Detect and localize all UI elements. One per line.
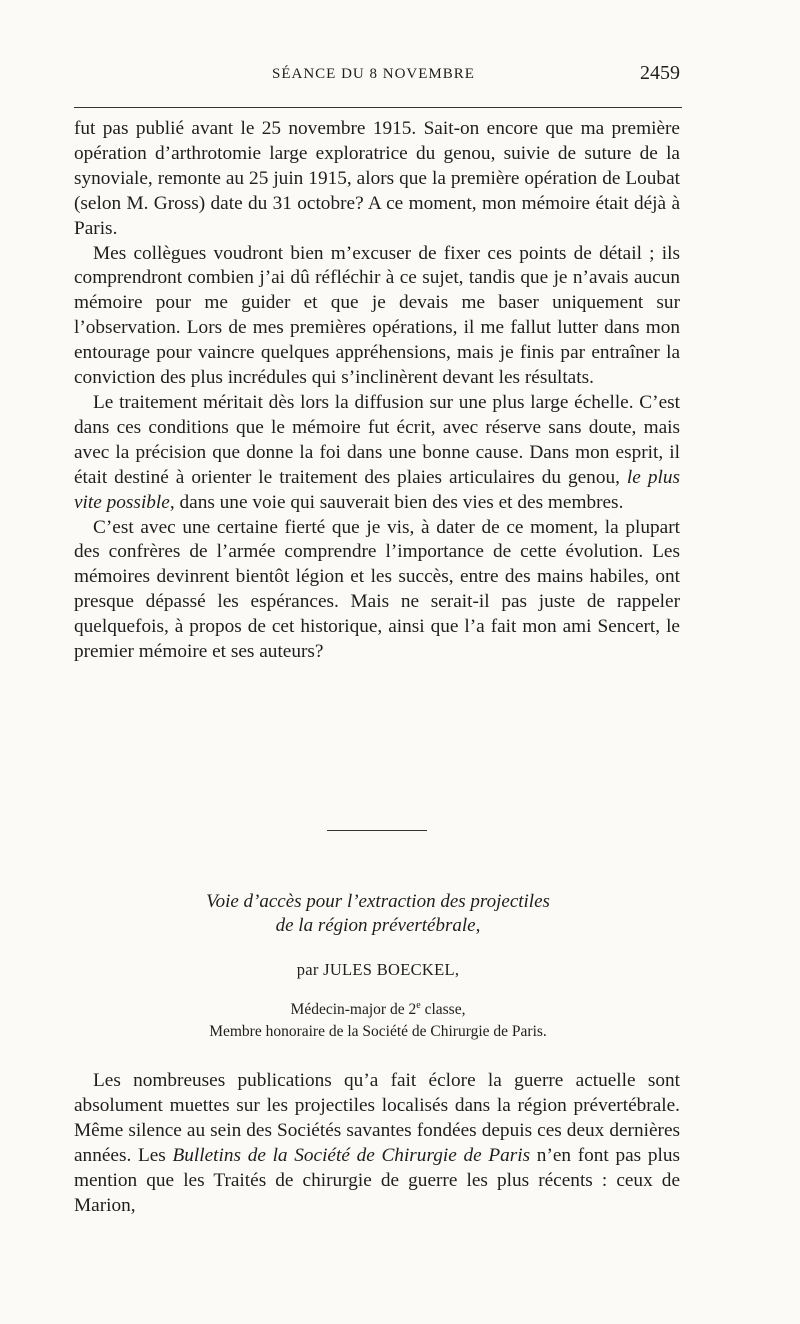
affiliation-line-1 xyxy=(74,995,682,1021)
page-number: 2459 xyxy=(640,62,680,84)
paragraph-1: fut pas publié avant le 25 novembre 1915. Sait-on encore que ma première opération d’arthrotomie large exploratrice du genou, suivie de suture de la synoviale, remonte au 25 juin 1915, alors que la première opération de Loubat (selon M. Gross) date du 31 octobre? A ce moment, mon mémoire était déjà à Paris. xyxy=(74,118,680,239)
paragraph-3 xyxy=(74,391,680,516)
running-head: SÉANCE DU 8 NOVEMBRE xyxy=(272,66,475,82)
article-title-line-2: de la région prévertébrale, xyxy=(275,915,481,936)
affiliation-line-2: Membre honoraire de la Société de Chirurgie de Paris. xyxy=(209,1023,547,1041)
article-paragraph-text-b: n’en font pas plus mention que les Traités de chirurgie de guerre les plus récents : ceux de Marion, xyxy=(74,1144,680,1216)
affiliation-class: classe, xyxy=(420,1001,466,1019)
body-text xyxy=(74,117,680,665)
paragraph-3-italic: le plus vite possible xyxy=(74,466,680,513)
section-separator xyxy=(327,830,427,831)
article-author: par JULES BOECKEL, xyxy=(296,960,460,979)
author-affiliation xyxy=(74,995,682,1043)
affiliation-superscript: e xyxy=(416,1000,421,1011)
paragraph-3-text-b: , dans une voie qui sauverait bien des vies et des membres. xyxy=(169,491,624,513)
paragraph-3-text-a: Le traitement méritait dès lors la diffusion sur une plus large échelle. C’est dans ces conditions que le mémoire fut écrit, avec réserve sans doute, mais avec la précision que donne la foi dans une bonne cause. Dans mon esprit, il était destiné à orienter le traitement des plaies articulaires du genou, xyxy=(74,391,680,488)
paragraph-4: C’est avec une certaine fierté que je vis, à dater de ce moment, la plupart des confrères de l’armée comprendre l’importance de cette évolution. Les mémoires devinrent bientôt légion et les succès, entre des mains habiles, ont presque dépassé les espérances. Mais ne serait-il pas juste de rappeler quelquefois, à propos de cet historique, ainsi que l’a fait mon ami Sencert, le premier mémoire et ses auteurs? xyxy=(74,516,680,663)
article-paragraph-text-a: Les nombreuses publications qu’a fait éclore la guerre actuelle sont absolument muettes sur les projectiles localisés dans la région prévertébrale. Même silence au sein des Sociétés savantes fondées depuis ces deux dernières années. Les xyxy=(74,1070,680,1166)
article-paragraph-italic: Bulletins de la Société de Chirurgie de Paris xyxy=(172,1144,531,1166)
header-rule xyxy=(74,107,682,108)
affiliation-rank: Médecin-major de 2 xyxy=(290,1001,417,1019)
page-header xyxy=(74,62,682,92)
article-title-line-1: Voie d’accès pour l’extraction des projectiles xyxy=(206,891,550,912)
paragraph-2: Mes collègues voudront bien m’excuser de fixer ces points de détail ; ils comprendront combien j’ai dû réfléchir à ce sujet, tandis que je n’avais aucun mémoire pour me guider et que je devais me baser uniquement sur l’observation. Lors de mes premières opérations, il me fallut lutter dans mon entourage pour vaincre quelques appréhensions, mais je finis par entraîner la conviction des plus incrédules qui s’inclinèrent devant les résultats. xyxy=(74,242,680,389)
article-title xyxy=(74,890,682,938)
article-paragraph-1 xyxy=(74,1069,680,1218)
article-body xyxy=(74,1069,680,1218)
